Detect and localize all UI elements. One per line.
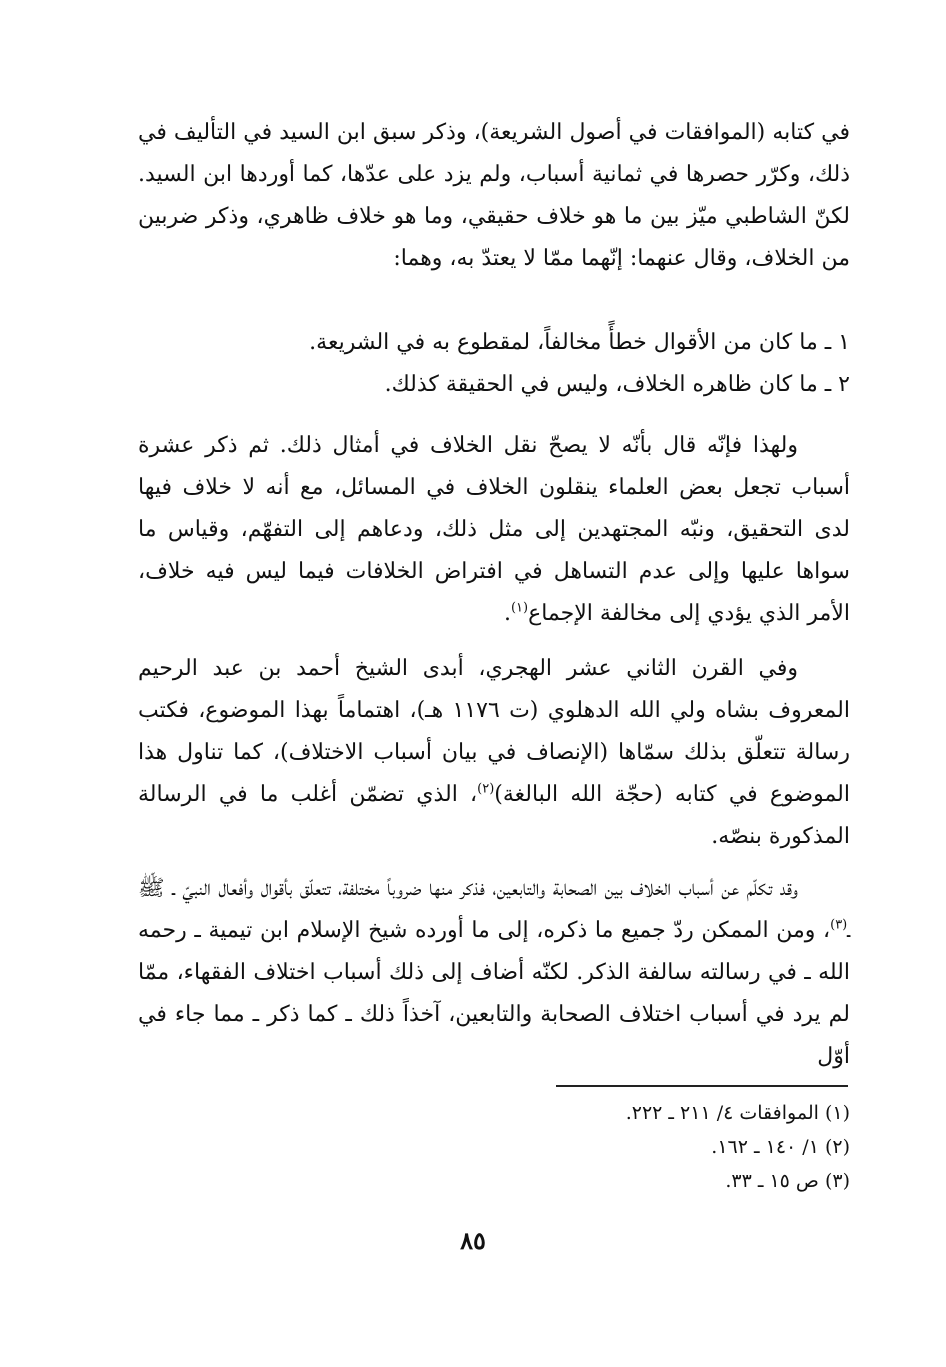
paragraph-3-text-a: وفي القرن الثاني عشر الهجري، أبدى الشيخ أحمد بن عبد الرحيم المعروف بشاه ولي الله الدهلوي (ت ١١٧٦ هـ)، اهتماماً بهذا الموضوع، فكتب رسالة تتعلّق بذلك سمّاها (الإنصاف في بيان أسباب الاختلاف)، كما تناول هذا الموضوع في كتابه (حجّة الله البالغة) [138,656,851,807]
paragraph-3 [138,648,850,858]
footnote-2: (٢) ١/ ١٤٠ ـ ١٦٢. [711,1136,850,1158]
paragraph-2 [138,425,850,635]
paragraph-4 [138,868,850,1078]
list-item-2: ٢ ـ ما كان ظاهره الخلاف، وليس في الحقيقة كذلك. [384,372,850,397]
paragraph-3-text-b: ، الذي تضمّن أغلب ما في الرسالة المذكورة بنصّه. [138,782,850,849]
paragraph-4-text-a: وقد تكلّم عن أسباب الخلاف بين الصحابة والتابعين، فذكر منها ضروباً مختلفة، تتعلّق بأقوال وأفعال النبيّ ـ ﷺ ـ [138,876,850,943]
paragraph-1: في كتابه (الموافقات في أصول الشريعة)، وذكر سبق ابن السيد في التأليف في ذلك، وكرّر حصرها في ثمانية أسباب، ولم يزد على عدّها، كما أوردها ابن السيد. لكنّ الشاطبي ميّز بين ما هو خلاف حقيقي، وما هو خلاف ظاهري، وذكر ضربين من الخلاف، وقال عنهما: إنّهما ممّا لا يعتدّ به، وهما: [138,120,850,271]
list-item-1: ١ ـ ما كان من الأقوال خطأً مخالفاً، لمقطوع به في الشريعة. [309,330,850,355]
paragraph-2-end: . [503,601,511,626]
numbered-list [138,322,850,406]
page-number: ٨٥ [460,1226,486,1255]
footnote-ref-1: (١) [510,600,529,616]
footnote-1: (١) الموافقات ٤/ ٢١١ ـ ٢٢٢. [625,1102,850,1124]
paragraph-4-text-b: ، ومن الممكن ردّ جميع ما ذكره، إلى ما أورده شيخ الإسلام ابن تيمية ـ رحمه الله ـ في رسالته سالفة الذكر. لكنّه أضاف إلى ذلك أسباب اختلاف الفقهاء، ممّا لم يرد في أسباب اختلاف الصحابة والتابعين، آخذاً ذلك ـ كما ذكر ـ مما جاء في أوّل [138,918,850,1069]
footnote-ref-2: (٢) [477,781,495,797]
paragraph-2-text: ولهذا فإنّه قال بأنّه لا يصحّ نقل الخلاف في أمثال ذلك. ثم ذكر عشرة أسباب تجعل بعض العلماء ينقلون الخلاف في المسائل، مع أنه لا خلاف فيها لدى التحقيق، ونبّه المجتهدين إلى مثل ذلك، ودعاهم إلى التفهّم، وقياس ما سواها عليها وإلى عدم التساهل في افتراض الخلافات فيما ليس فيه خلاف، الأمر الذي يؤدي إلى مخالفة الإجماع [138,433,850,626]
footnotes [500,1096,850,1198]
footnote-ref-3: (٣) [830,917,848,933]
footnote-3: (٣) ص ١٥ ـ ٣٣. [725,1170,850,1192]
footnote-separator [556,1085,848,1087]
